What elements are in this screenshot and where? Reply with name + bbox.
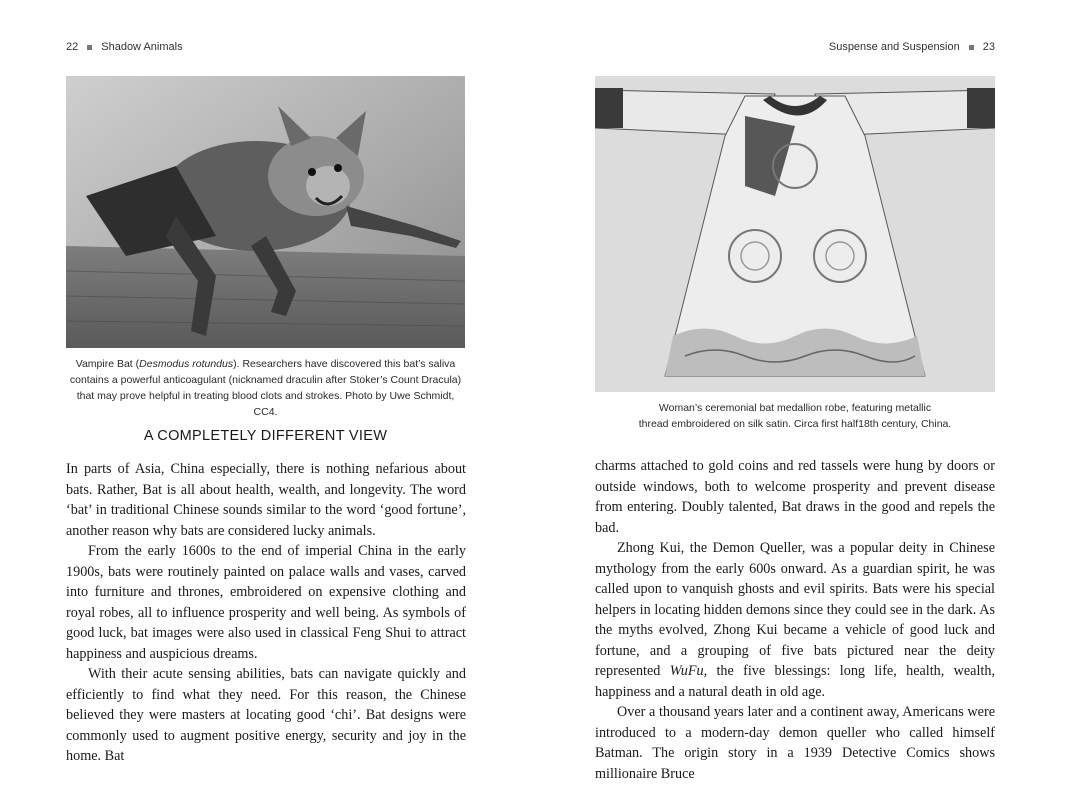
running-title-left: Shadow Animals: [101, 41, 183, 53]
paragraph-text-post: the five blessings: long life, health, wealth, happiness and a natural death in old age.: [595, 663, 995, 700]
paragraph: [595, 538, 995, 702]
ceremonial-robe-photo: [595, 76, 995, 392]
caption-line-1: Woman’s ceremonial bat medallion robe, featuring metallic: [658, 402, 932, 414]
paragraph-text-pre: Zhong Kui, the Demon Queller, was a popular deity in Chinese mythology from the early 600s onward. As a guardian spirit, he was called upon to vanquish ghosts and evil spirits. Bats were his special helpers in locating hidden demons since they could see in the dark. As the myths evolved, Zhong Kui became a vehicle of good luck and fortune, and a grouping of five bats pictured near the deity represented: [595, 540, 995, 679]
robe-photo-caption: [595, 400, 995, 432]
page-number-right: 23: [982, 41, 995, 53]
page-number-left: 22: [66, 41, 79, 53]
paragraph: From the early 1600s to the end of imperial China in the early 1900s, bats were routinely painted on palace walls and vases, carved into furniture and thrones, embroidered on expensive clothing and royal robes, all to influence prosperity and well being. As symbols of good luck, bat images were also used in classical Feng Shui to attract happiness and auspicious dreams.: [66, 543, 466, 662]
paragraph: In parts of Asia, China especially, there is nothing nefarious about bats. Rather, Bat is all about health, wealth, and longevity. The word ‘bat’ in traditional Chinese sounds similar to the word ‘good fortune’, another reason why bats are considered lucky animals.: [66, 461, 466, 539]
section-heading: A COMPLETELY DIFFERENT VIEW: [143, 428, 388, 444]
wufu-term: WuFu,: [669, 663, 708, 679]
square-bullet-icon: [87, 45, 92, 50]
running-title-right: Suspense and Suspension: [828, 41, 960, 53]
species-name: Desmodus rotundus: [139, 358, 234, 370]
ceremonial-robe-icon: [595, 76, 995, 392]
right-page-header: [829, 41, 995, 53]
bat-photo-icon: [66, 76, 465, 348]
left-page-header: [66, 41, 183, 53]
caption-line-2: thread embroidered on silk satin. Circa first half18th century, China.: [638, 418, 952, 430]
left-body-text: [66, 459, 466, 767]
caption-text-pre: Vampire Bat (: [75, 358, 140, 370]
square-bullet-icon: [969, 45, 974, 50]
caption-text-post: ). Researchers have discovered this bat’s saliva contains a powerful anticoagulant (nicknamed draculin after Stoker’s Count Dracula) that may prove helpful in treating blood clots and strokes. Photo by Uwe Schmidt, CC4.: [69, 358, 462, 418]
vampire-bat-photo: [66, 76, 465, 348]
paragraph: With their acute sensing abilities, bats can navigate quickly and efficiently to find what they need. For this reason, the Chinese believed they were masters at locating good ‘chi’. Bat designs were commonly used to augment positive energy, security and joy in the home. Bat: [66, 666, 466, 764]
right-body-text: [595, 456, 995, 784]
right-page: [533, 0, 1066, 800]
paragraph: Over a thousand years later and a continent away, Americans were introduced to a modern-day demon queller who called himself Batman. The origin story in a 1939 Detective Comics shows millionaire Bruce: [595, 704, 995, 782]
paragraph: charms attached to gold coins and red tassels were hung by doors or outside windows, both to welcome prosperity and prevent disease from entering. Doubly talented, Bat draws in the good and repels the bad.: [595, 458, 995, 536]
bat-photo-caption: [66, 356, 465, 420]
